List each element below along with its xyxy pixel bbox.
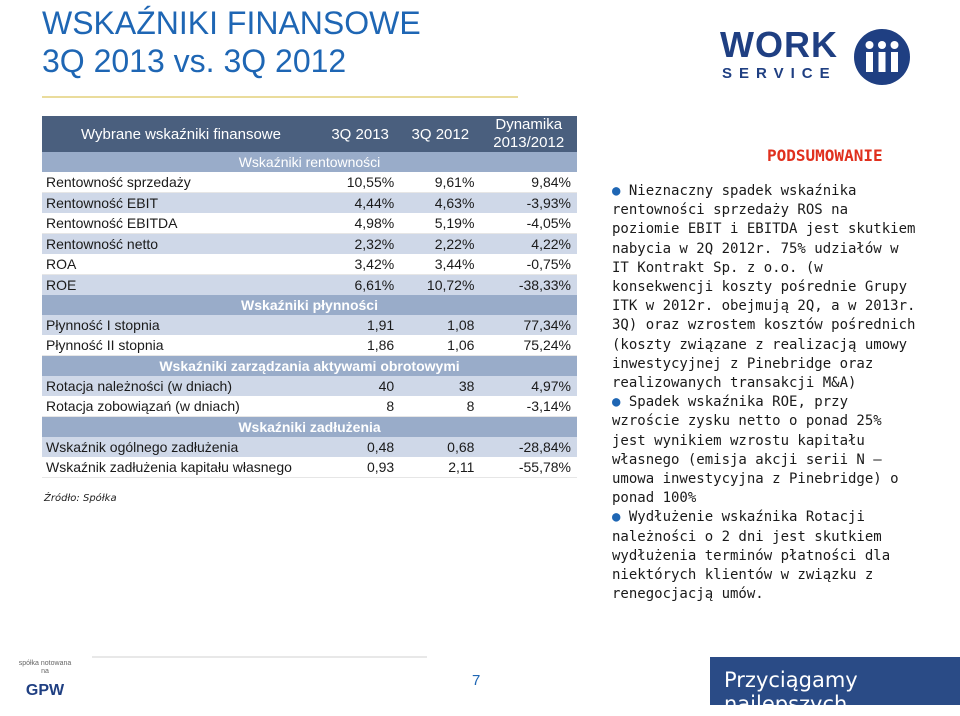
table-row: [42, 335, 577, 356]
table-row: [42, 234, 577, 255]
row-value: 1,86: [320, 335, 400, 356]
row-label: ROA: [42, 254, 320, 275]
summary-item-text: Spadek wskaźnika ROE, przy wzroście zysku netto o ponad 25% jest wynikiem wzrostu kapitału własnego (emisja akcji serii N – umowa inwestycyjna z Pinebridge) o ponad 100%: [612, 394, 899, 507]
row-value: 10,72%: [400, 275, 480, 296]
row-value: 2,22%: [400, 234, 480, 255]
row-label: Rentowność netto: [42, 234, 320, 255]
summary-item: [612, 508, 922, 604]
row-value: 1,91: [320, 315, 400, 335]
row-value: 8: [320, 396, 400, 417]
section-header-row: [42, 295, 577, 315]
work-service-logo: [720, 26, 912, 86]
source-note: Źródło: Spółka: [44, 493, 117, 504]
logo-word-work: WORK: [720, 24, 838, 65]
row-label: Rentowność sprzedaży: [42, 172, 320, 193]
gpw-caption: spółka notowana na: [18, 660, 72, 675]
row-value: 10,55%: [320, 172, 400, 193]
bullet-icon: ●: [612, 509, 621, 526]
row-value: 5,19%: [400, 213, 480, 234]
row-value: 40: [320, 376, 400, 396]
row-value: 4,98%: [320, 213, 400, 234]
table-row: [42, 457, 577, 478]
row-value: 9,61%: [400, 172, 480, 193]
row-label: Rotacja zobowiązań (w dniach): [42, 396, 320, 417]
row-value: 1,08: [400, 315, 480, 335]
row-value: -3,93%: [480, 193, 577, 214]
table-row: [42, 275, 577, 296]
page-number: 7: [472, 672, 481, 689]
row-label: ROE: [42, 275, 320, 296]
summary-item: [612, 182, 922, 393]
row-value: 1,06: [400, 335, 480, 356]
section-header-row: [42, 417, 577, 438]
bullet-icon: ●: [612, 394, 621, 411]
summary-list: [612, 182, 922, 604]
row-value: -3,14%: [480, 396, 577, 417]
row-value: 0,93: [320, 457, 400, 478]
section-title: Wskaźniki zarządzania aktywami obrotowymi: [42, 356, 577, 377]
section-header-row: [42, 356, 577, 377]
row-value: 3,44%: [400, 254, 480, 275]
header-indicator-name: Wybrane wskaźniki finansowe: [42, 116, 320, 152]
row-value: -38,33%: [480, 275, 577, 296]
row-value: 0,48: [320, 437, 400, 457]
table-row: [42, 315, 577, 335]
row-value: 4,22%: [480, 234, 577, 255]
header-3q2012: 3Q 2012: [400, 116, 480, 152]
row-value: 0,68: [400, 437, 480, 457]
row-value: -28,84%: [480, 437, 577, 457]
gpw-badge: [15, 658, 75, 704]
page-title: [42, 4, 421, 80]
row-value: 77,34%: [480, 315, 577, 335]
table-row: [42, 213, 577, 234]
title-divider: [42, 96, 518, 98]
row-label: Rotacja należności (w dniach): [42, 376, 320, 396]
section-header-row: [42, 152, 577, 172]
row-value: -55,78%: [480, 457, 577, 478]
tagline-banner: [710, 657, 960, 716]
header-dynamics-line2: 2013/2012: [493, 134, 565, 151]
logo-word-service: SERVICE: [722, 65, 837, 82]
row-value: 75,24%: [480, 335, 577, 356]
header-3q2013: 3Q 2013: [320, 116, 400, 152]
logo-badge-icon: [853, 28, 911, 86]
table-row: [42, 172, 577, 193]
financial-ratios-table: [42, 116, 577, 478]
page-title-line1: WSKAŹNIKI FINANSOWE: [42, 5, 421, 41]
row-value: 4,44%: [320, 193, 400, 214]
row-value: 2,32%: [320, 234, 400, 255]
header-dynamics-line1: Dynamika: [495, 116, 563, 133]
row-value: -4,05%: [480, 213, 577, 234]
row-label: Płynność I stopnia: [42, 315, 320, 335]
row-value: 6,61%: [320, 275, 400, 296]
page-title-line2: 3Q 2013 vs. 3Q 2012: [42, 43, 347, 79]
table-row: [42, 254, 577, 275]
summary-item: [612, 393, 922, 508]
row-label: Płynność II stopnia: [42, 335, 320, 356]
section-title: Wskaźniki rentowności: [42, 152, 577, 172]
summary-item-text: Nieznaczny spadek wskaźnika rentowności sprzedaży ROS na poziomie EBIT i EBITDA jest skutkiem nabycia w 2Q 2012r. 75% udziałów w IT Kontrakt Sp. z o.o. (w konsekwencji koszty pośrednie Grupy ITK w 2012r. obejmują 2Q, a w 2013r. 3Q) oraz wzrostem kosztów pośrednich (koszty związane z realizacją umowy inwestycyjnej z Pinebridge oraz realizowanych transakcji M&A): [612, 183, 916, 392]
row-value: 4,97%: [480, 376, 577, 396]
bullet-icon: ●: [612, 183, 621, 199]
table-row: [42, 193, 577, 214]
row-label: Rentowność EBIT: [42, 193, 320, 214]
row-label: Wskaźnik ogólnego zadłużenia: [42, 437, 320, 457]
row-value: 3,42%: [320, 254, 400, 275]
row-value: -0,75%: [480, 254, 577, 275]
gpw-logo: GPW: [25, 682, 65, 699]
row-label: Rentowność EBITDA: [42, 213, 320, 234]
footer-divider: [92, 656, 427, 658]
tagline-text: Przyciągamy najlepszych: [724, 668, 858, 716]
header-dynamics: [480, 116, 577, 152]
section-title: Wskaźniki płynności: [42, 295, 577, 315]
row-value: 38: [400, 376, 480, 396]
summary-heading: PODSUMOWANIE: [767, 146, 883, 165]
table-row: [42, 376, 577, 396]
row-label: Wskaźnik zadłużenia kapitału własnego: [42, 457, 320, 478]
row-value: 8: [400, 396, 480, 417]
section-title: Wskaźniki zadłużenia: [42, 417, 577, 438]
summary-item-text: Wydłużenie wskaźnika Rotacji należności o 2 dni jest skutkiem wydłużenia terminów płatności dla niektórych klientów w związku z renegocjacją umów.: [612, 509, 891, 603]
table-body: [42, 152, 577, 478]
table-row: [42, 437, 577, 457]
row-value: 4,63%: [400, 193, 480, 214]
row-value: 2,11: [400, 457, 480, 478]
table-row: [42, 396, 577, 417]
table-header-row: [42, 116, 577, 152]
row-value: 9,84%: [480, 172, 577, 193]
